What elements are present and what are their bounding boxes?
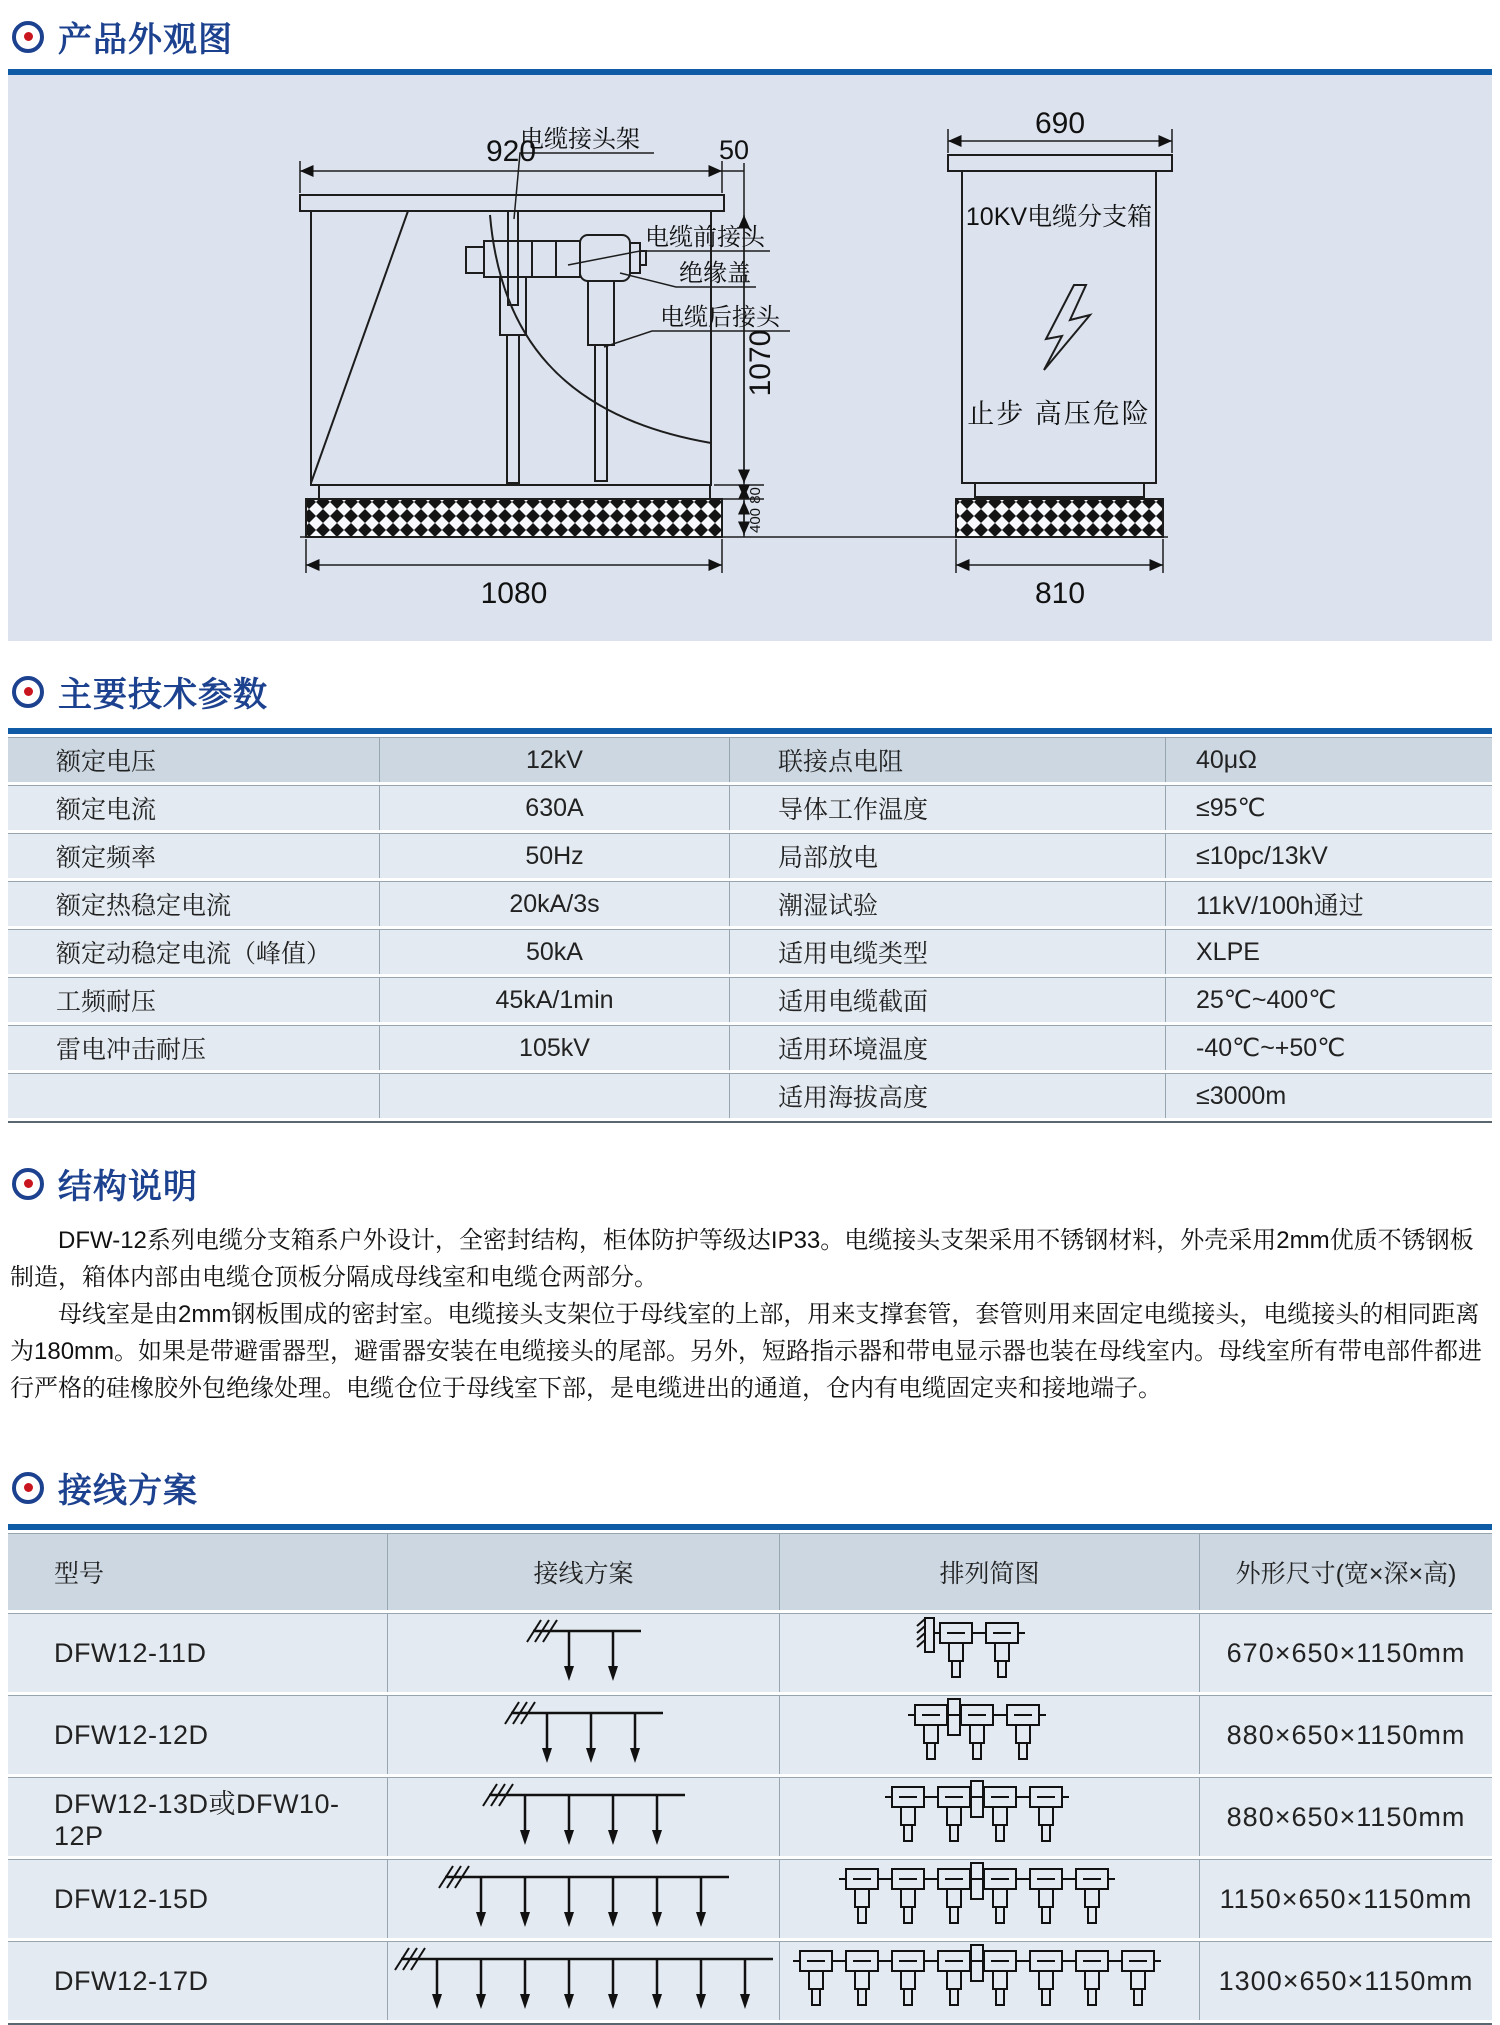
- lightning-icon: [1044, 285, 1090, 370]
- section-bullet-icon: [12, 676, 44, 708]
- outline-size: 670×650×1150mm: [1200, 1613, 1492, 1692]
- param-value: 12kV: [380, 737, 730, 782]
- section-bullet-icon: [12, 21, 44, 53]
- param-value: ≤10pc/13kV: [1166, 833, 1492, 878]
- dim-1080: 1080: [480, 577, 548, 610]
- arrangement-diagram: [780, 1613, 1200, 1692]
- model-name: DFW12-13D或DFW10-12P: [8, 1777, 388, 1856]
- arrangement-diagram: [780, 1941, 1200, 2020]
- param-value: XLPE: [1166, 929, 1492, 974]
- outline-size: 880×650×1150mm: [1200, 1777, 1492, 1856]
- label-cable-front-joint: 电缆前接头: [645, 224, 765, 251]
- wiring-scheme-diagram: [388, 1859, 780, 1938]
- structure-paragraph: 母线室是由2mm钢板围成的密封室。电缆接头支架位于母线室的上部，用来支撑套管，套管则用来固定电缆接头，电缆接头的相同距离为180mm。如果是带避雷器型，避雷器安装在电缆接头的尾部。另外，短路指示器和带电显示器也装在母线室内。母线室所有带电部件都进行严格的硅橡胶外包绝缘处理。电缆仓位于母线室下部，是电缆进出的通道，仓内有电缆固定夹和接地端子。: [10, 1301, 1483, 1402]
- section-header-wiring: [0, 1463, 1500, 1512]
- param-value: 50kA: [380, 929, 730, 974]
- param-label: 适用电缆类型: [730, 929, 1166, 974]
- wiring-scheme-diagram: [388, 1777, 780, 1856]
- dim-920: 920: [485, 135, 537, 168]
- table-header-row: [8, 1533, 1492, 1610]
- param-value: 40μΩ: [1166, 737, 1492, 782]
- model-name: DFW12-17D: [8, 1941, 388, 2020]
- section-header-params: [0, 667, 1500, 716]
- dim-810: 810: [1034, 577, 1086, 610]
- table-row: [8, 833, 1492, 878]
- param-label: 额定频率: [8, 833, 380, 878]
- table-row: [8, 737, 1492, 782]
- table-row: [8, 1025, 1492, 1070]
- param-label: 局部放电: [730, 833, 1166, 878]
- outline-size: 1300×650×1150mm: [1200, 1941, 1492, 2020]
- model-name: DFW12-11D: [8, 1613, 388, 1692]
- column-header: 型号: [8, 1533, 388, 1610]
- section-bullet-icon: [12, 1168, 44, 1200]
- param-label: 适用环境温度: [730, 1025, 1166, 1070]
- param-value: 45kA/1min: [380, 977, 730, 1022]
- param-label: 额定热稳定电流: [8, 881, 380, 926]
- wiring-scheme-diagram: [388, 1695, 780, 1774]
- column-header: 外形尺寸(宽×深×高): [1200, 1533, 1492, 1610]
- column-header: 接线方案: [388, 1533, 780, 1610]
- warning-text: 止步 高压危险: [967, 399, 1151, 429]
- param-value: 20kA/3s: [380, 881, 730, 926]
- param-value: 50Hz: [380, 833, 730, 878]
- param-label: 额定动稳定电流（峰值）: [8, 929, 380, 974]
- param-label: 联接点电阻: [730, 737, 1166, 782]
- param-label: 潮湿试验: [730, 881, 1166, 926]
- model-name: DFW12-12D: [8, 1695, 388, 1774]
- table-row: [8, 1859, 1492, 1938]
- param-label: 导体工作温度: [730, 785, 1166, 830]
- param-label: 工频耐压: [8, 977, 380, 1022]
- section-title: 接线方案: [58, 1472, 198, 1510]
- param-label: [8, 1073, 380, 1118]
- column-header: 排列简图: [780, 1533, 1200, 1610]
- param-label: 额定电压: [8, 737, 380, 782]
- structure-description: [10, 1222, 1490, 1407]
- param-value: ≤3000m: [1166, 1073, 1492, 1118]
- param-label: 适用海拔高度: [730, 1073, 1166, 1118]
- technical-parameters-table: [8, 728, 1492, 1123]
- outline-size: 1150×650×1150mm: [1200, 1859, 1492, 1938]
- table-row: [8, 881, 1492, 926]
- table-row: [8, 1777, 1492, 1856]
- param-label: 雷电冲击耐压: [8, 1025, 380, 1070]
- model-name: DFW12-15D: [8, 1859, 388, 1938]
- param-label: 适用电缆截面: [730, 977, 1166, 1022]
- section-bullet-icon: [12, 1472, 44, 1504]
- param-value: 25℃~400℃: [1166, 977, 1492, 1022]
- dim-50: 50: [718, 135, 750, 165]
- section-title: 结构说明: [58, 1168, 198, 1206]
- label-cable-head-rack: 电缆接头架: [520, 126, 640, 153]
- param-value: 105kV: [380, 1025, 730, 1070]
- section-title: 产品外观图: [58, 21, 233, 59]
- param-label: 额定电流: [8, 785, 380, 830]
- box-title-text: 10KV电缆分支箱: [965, 203, 1153, 231]
- product-appearance-diagram: [8, 75, 1492, 641]
- table-row: [8, 977, 1492, 1022]
- label-insulation-cover: 绝缘盖: [679, 260, 751, 287]
- section-header-appearance: [0, 0, 1500, 61]
- wiring-scheme-diagram: [388, 1613, 780, 1692]
- structure-paragraph: DFW-12系列电缆分支箱系户外设计，全密封结构，柜体防护等级达IP33。电缆接头支架采用不锈钢材料，外壳采用2mm优质不锈钢板制造，箱体内部由电缆仓顶板分隔成母线室和电缆仓两部分。: [10, 1227, 1474, 1291]
- param-value: [380, 1073, 730, 1118]
- table-row: [8, 1073, 1492, 1118]
- section-header-structure: [0, 1159, 1500, 1208]
- table-row: [8, 1613, 1492, 1692]
- table-row: [8, 1941, 1492, 2020]
- param-value: 11kV/100h通过: [1166, 881, 1492, 926]
- table-row: [8, 785, 1492, 830]
- arrangement-diagram: [780, 1859, 1200, 1938]
- wiring-scheme-table: [8, 1524, 1492, 2025]
- section-title: 主要技术参数: [58, 676, 268, 714]
- param-value: ≤95℃: [1166, 785, 1492, 830]
- param-value: -40℃~+50℃: [1166, 1025, 1492, 1070]
- table-row: [8, 929, 1492, 974]
- arrangement-diagram: [780, 1777, 1200, 1856]
- label-cable-rear-joint: 电缆后接头: [660, 304, 780, 331]
- dim-400-80: 400 80: [747, 487, 764, 533]
- product-appearance-panel: [8, 75, 1492, 641]
- outline-size: 880×650×1150mm: [1200, 1695, 1492, 1774]
- table-row: [8, 1695, 1492, 1774]
- param-value: 630A: [380, 785, 730, 830]
- arrangement-diagram: [780, 1695, 1200, 1774]
- wiring-scheme-diagram: [388, 1941, 780, 2020]
- dim-690: 690: [1034, 107, 1086, 140]
- dim-1070: 1070: [744, 329, 777, 397]
